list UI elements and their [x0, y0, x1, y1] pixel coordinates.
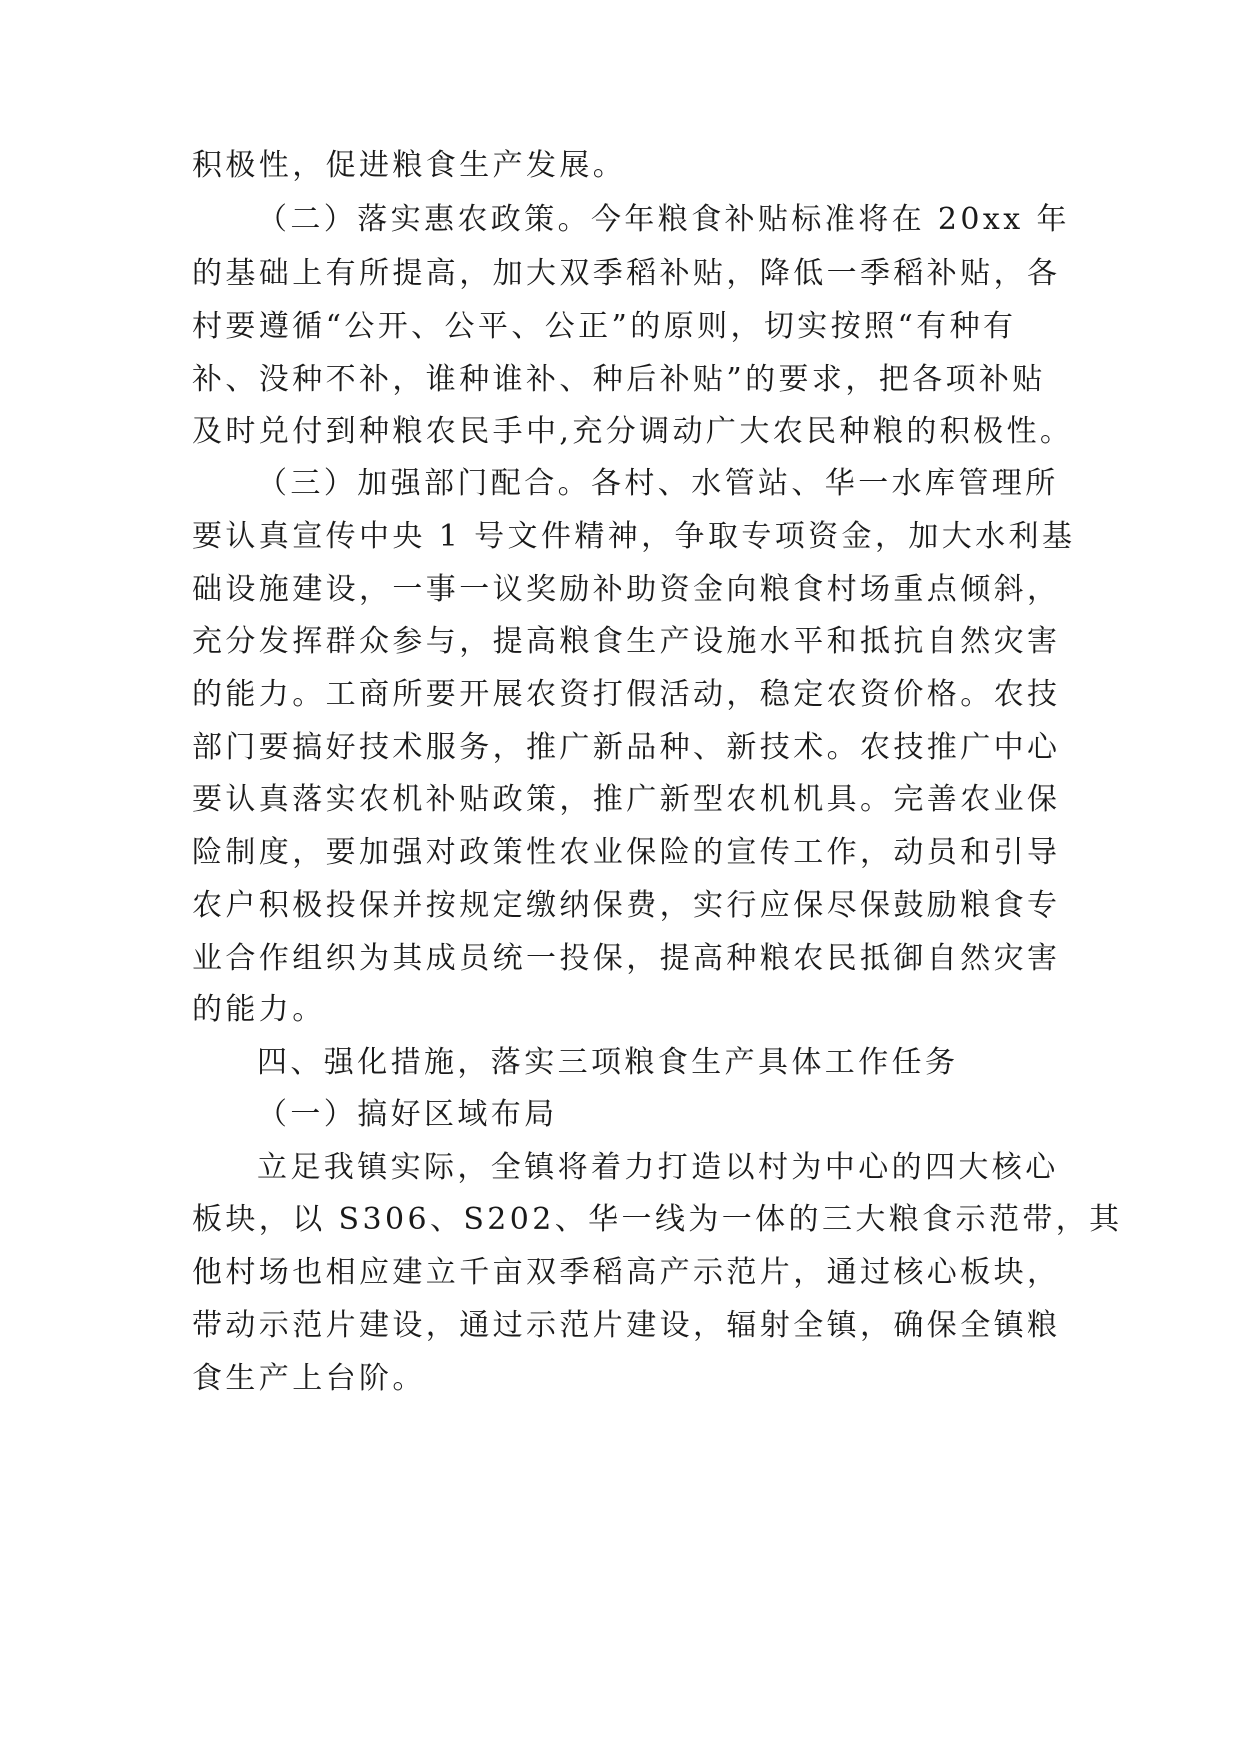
paragraph-line: （二）落实惠农政策。今年粮食补贴标准将在 20xx 年: [257, 202, 1070, 237]
paragraph-line: 础设施建设，一事一议奖励补助资金向粮食村场重点倾斜，: [192, 572, 1061, 607]
paragraph-line: 要认真落实农机补贴政策，推广新型农机机具。完善农业保: [192, 782, 1061, 817]
paragraph-line: 板块，以 S306、S202、华一线为一体的三大粮食示范带，其: [192, 1202, 1123, 1237]
paragraph-line: 他村场也相应建立千亩双季稻高产示范片，通过核心板块，: [192, 1255, 1061, 1290]
subsection-heading: （一）搞好区域布局: [257, 1097, 558, 1132]
paragraph-line: 的能力。工商所要开展农资打假活动，稳定农资价格。农技: [192, 677, 1061, 712]
paragraph-line: 业合作组织为其成员统一投保，提高种粮农民抵御自然灾害: [192, 941, 1061, 976]
paragraph-line: 农户积极投保并按规定缴纳保费，实行应保尽保鼓励粮食专: [192, 888, 1061, 923]
paragraph-line: 充分发挥群众参与，提高粮食生产设施水平和抵抗自然灾害: [192, 624, 1061, 659]
paragraph-line: 补、没种不补，谁种谁补、种后补贴”的要求，把各项补贴: [192, 362, 1046, 397]
paragraph-line: 村要遵循“公开、公平、公正”的原则，切实按照“有种有: [192, 309, 1017, 344]
paragraph-line: （三）加强部门配合。各村、水管站、华一水库管理所: [257, 466, 1059, 501]
paragraph-line: 积极性，促进粮食生产发展。: [192, 148, 627, 183]
paragraph-line: 带动示范片建设，通过示范片建设，辐射全镇，确保全镇粮: [192, 1308, 1061, 1343]
paragraph-line: 食生产上台阶。: [192, 1361, 426, 1396]
paragraph-line: 部门要搞好技术服务，推广新品种、新技术。农技推广中心: [192, 730, 1061, 765]
paragraph-line: 的能力。: [192, 992, 326, 1027]
paragraph-line: 的基础上有所提高，加大双季稻补贴，降低一季稻补贴，各: [192, 256, 1061, 291]
paragraph-line: 险制度，要加强对政策性农业保险的宣传工作，动员和引导: [192, 835, 1061, 870]
paragraph-line: 及时兑付到种粮农民手中,充分调动广大农民种粮的积极性。: [192, 414, 1074, 449]
section-heading: 四、强化措施，落实三项粮食生产具体工作任务: [257, 1045, 959, 1080]
paragraph-line: 立足我镇实际，全镇将着力打造以村为中心的四大核心: [257, 1150, 1059, 1185]
paragraph-line: 要认真宣传中央 1 号文件精神，争取专项资金，加大水利基: [192, 519, 1076, 554]
